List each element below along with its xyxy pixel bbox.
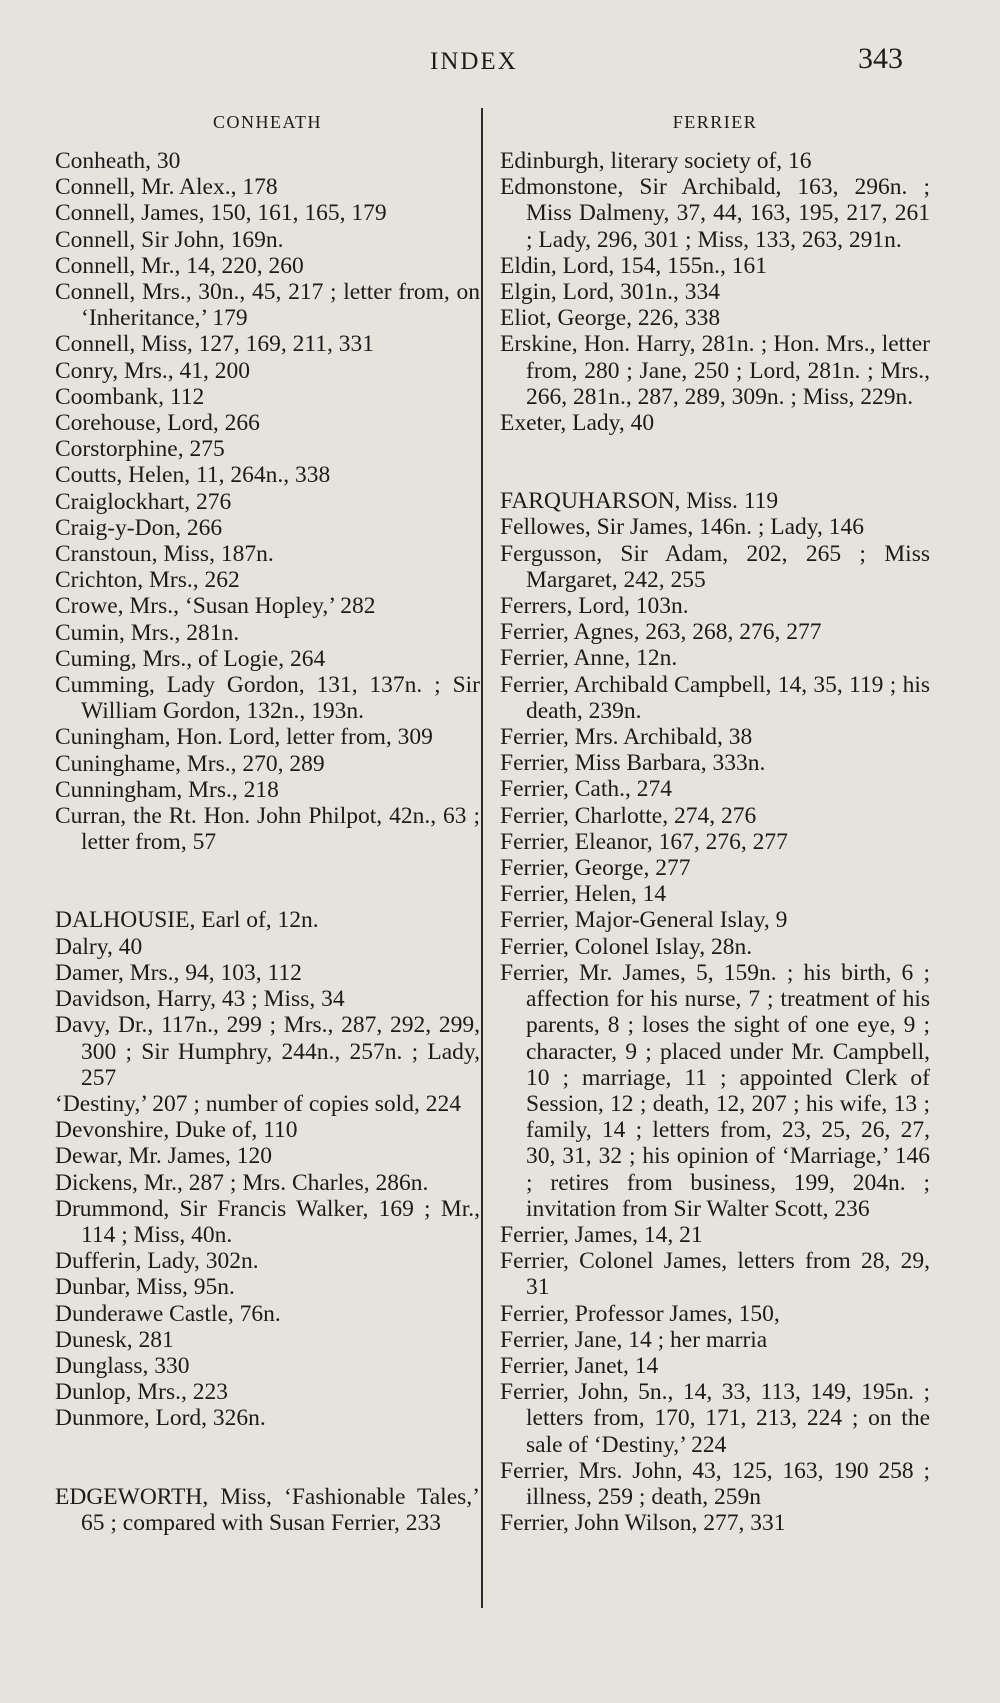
index-entry: Connell, Miss, 127, 169, 211, 331: [55, 331, 375, 358]
left-column-heading: CONHEATH: [213, 112, 322, 132]
index-entry: Edinburgh, literary society of, 16: [500, 148, 812, 174]
index-entry: Ferrier, Miss Barbara, 333n.: [500, 750, 766, 777]
right-index-column: [500, 112, 930, 1536]
letter-section-gap: [55, 855, 480, 907]
left-index-column: [55, 112, 480, 1536]
index-entry: Dewar, Mr. James, 120: [55, 1143, 273, 1170]
index-entry: Ferrier, George, 277: [500, 855, 691, 882]
index-entry: Conheath, 30: [55, 148, 181, 174]
index-entry: Ferrier, Helen, 14: [500, 881, 667, 908]
right-column-heading: FERRIER: [672, 112, 758, 132]
index-entry: Devonshire, Duke of, 110: [55, 1117, 298, 1144]
index-entry: Davidson, Harry, 43 ; Miss, 34: [55, 986, 345, 1013]
index-entry: Edmonstone, Sir Archibald, 163, 296n. ; Miss Dalmeny, 37, 44, 163, 195, 217, 261 ; Lady, 296, 301 ; Miss, 133, 263, 291n.: [500, 174, 930, 253]
index-entry: Ferrier, Cath., 274: [500, 776, 673, 803]
index-entry: Ferrier, John, 5n., 14, 33, 113, 149, 195n. ; letters from, 170, 171, 213, 224 ; on the sale of ‘Destiny,’ 224: [500, 1379, 930, 1458]
index-entry: Dickens, Mr., 287 ; Mrs. Charles, 286n.: [55, 1169, 429, 1196]
index-entry: Ferrier, Agnes, 263, 268, 276, 277: [500, 619, 822, 646]
index-entry: Crowe, Mrs., ‘Susan Hopley,’ 282: [55, 593, 376, 620]
index-entry: Ferrier, Mrs. John, 43, 125, 163, 190 258 ; illness, 259 ; death, 259n: [500, 1457, 930, 1510]
index-entry: Eldin, Lord, 154, 155n., 161: [500, 252, 767, 279]
index-entry: Ferrier, Mr. James, 5, 159n. ; his birth, 6 ; affection for his nurse, 7 ; treatment of his parents, 8 ; loses the sight of one eye, 9 ; character, 9 ; placed under Mr. Campbell, 10 ; marriage, 11 ; appointed Clerk of Session, 12 ; death, 12, 207 ; his wife, 13 ; family, 14 ; letters from, 23, 25, 26, 27, 30, 31, 32 ; his opinion of ‘Marriage,’ 146 ; retires from business, 199, 204n. ; invitation from Sir Walter Scott, 236: [500, 959, 930, 1222]
index-entry: Cunningham, Mrs., 218: [55, 776, 279, 803]
index-entry: Curran, the Rt. Hon. John Philpot, 42n., 63 ; letter from, 57: [55, 803, 480, 856]
letter-section-gap: [55, 1432, 480, 1484]
index-entry: Cuming, Mrs., of Logie, 264: [55, 645, 326, 672]
column-divider: [481, 108, 483, 1608]
index-entry: Dufferin, Lady, 302n.: [55, 1248, 259, 1275]
index-entry: Ferrier, John Wilson, 277, 331: [500, 1510, 786, 1537]
index-entry: Exeter, Lady, 40: [500, 410, 655, 437]
index-entry: Cumming, Lady Gordon, 131, 137n. ; Sir William Gordon, 132n., 193n.: [55, 672, 480, 725]
index-entry: Fergusson, Sir Adam, 202, 265 ; Miss Margaret, 242, 255: [500, 540, 930, 593]
index-entry: Ferrier, Colonel James, letters from 28, 29, 31: [500, 1248, 930, 1301]
index-entry: Dunglass, 330: [55, 1352, 190, 1379]
index-entry: Connell, James, 150, 161, 165, 179: [55, 200, 387, 227]
index-entry: Ferrier, Major-General Islay, 9: [500, 907, 788, 934]
index-entry: Coombank, 112: [55, 383, 205, 410]
index-entry: Ferrier, Charlotte, 274, 276: [500, 802, 757, 829]
index-entry: Crichton, Mrs., 262: [55, 567, 240, 594]
index-entry: Corehouse, Lord, 266: [55, 410, 260, 437]
index-entry: Ferrier, Professor James, 150,: [500, 1300, 780, 1327]
index-entry: Fellowes, Sir James, 146n. ; Lady, 146: [500, 514, 864, 541]
index-entry: Cuninghame, Mrs., 270, 289: [55, 750, 325, 777]
index-entry: Erskine, Hon. Harry, 281n. ; Hon. Mrs., letter from, 280 ; Jane, 250 ; Lord, 281n. ; Mrs., 266, 281n., 287, 289, 309n. ; Miss, 229n.: [500, 331, 930, 410]
letter-section-gap: [500, 436, 930, 488]
running-head: [0, 42, 1000, 82]
index-entry: Ferrier, Mrs. Archibald, 38: [500, 724, 753, 751]
index-entry: Drummond, Sir Francis Walker, 169 ; Mr., 114 ; Miss, 40n.: [55, 1195, 480, 1248]
index-entry: ‘Destiny,’ 207 ; number of copies sold, 224: [55, 1090, 461, 1117]
index-entry: Cumin, Mrs., 281n.: [55, 619, 240, 646]
index-entry: Connell, Mr., 14, 220, 260: [55, 252, 304, 279]
index-entry: Dunesk, 281: [55, 1326, 174, 1353]
index-entry: Dunbar, Miss, 95n.: [55, 1274, 235, 1301]
index-entry: FARQUHARSON, Miss. 119: [500, 488, 779, 515]
index-entry: Craiglockhart, 276: [55, 488, 232, 515]
index-entry: Ferrier, Archibald Campbell, 14, 35, 119 ; his death, 239n.: [500, 671, 930, 724]
index-entry: Connell, Mr. Alex., 178: [55, 174, 278, 201]
index-entry: Ferrier, James, 14, 21: [500, 1221, 703, 1248]
index-entry: EDGEWORTH, Miss, ‘Fashionable Tales,’ 65 ; compared with Susan Ferrier, 233: [55, 1483, 480, 1536]
index-entry: Ferrier, Eleanor, 167, 276, 277: [500, 828, 788, 855]
index-entry: Ferrers, Lord, 103n.: [500, 593, 689, 620]
index-entry: Davy, Dr., 117n., 299 ; Mrs., 287, 292, 299, 300 ; Sir Humphry, 244n., 257n. ; Lady, 257: [55, 1012, 480, 1091]
index-entry: Damer, Mrs., 94, 103, 112: [55, 959, 302, 986]
index-entry: Dunmore, Lord, 326n.: [55, 1405, 266, 1432]
page-number: 343: [858, 42, 903, 75]
index-entry: Craig-y-Don, 266: [55, 514, 223, 541]
index-entry: Elgin, Lord, 301n., 334: [500, 279, 720, 306]
index-entry: Cranstoun, Miss, 187n.: [55, 541, 274, 568]
index-entry: Eliot, George, 226, 338: [500, 305, 721, 332]
index-entry: Connell, Sir John, 169n.: [55, 226, 284, 253]
index-entry: Ferrier, Colonel Islay, 28n.: [500, 933, 753, 960]
index-entry: Ferrier, Anne, 12n.: [500, 645, 678, 672]
index-entry: Conry, Mrs., 41, 200: [55, 357, 250, 384]
index-entry: Dunderawe Castle, 76n.: [55, 1300, 281, 1327]
index-entry: Cuningham, Hon. Lord, letter from, 309: [55, 724, 433, 751]
index-entry: Ferrier, Jane, 14 ; her marria: [500, 1326, 768, 1353]
index-entry: DALHOUSIE, Earl of, 12n.: [55, 907, 319, 934]
running-title: INDEX: [430, 48, 518, 75]
index-entry: Ferrier, Janet, 14: [500, 1352, 659, 1379]
index-entry: Coutts, Helen, 11, 264n., 338: [55, 462, 331, 489]
index-entry: Dunlop, Mrs., 223: [55, 1379, 228, 1406]
index-entry: Connell, Mrs., 30n., 45, 217 ; letter from, on ‘Inheritance,’ 179: [55, 279, 480, 332]
index-entry: Corstorphine, 275: [55, 436, 225, 463]
index-entry: Dalry, 40: [55, 933, 143, 960]
